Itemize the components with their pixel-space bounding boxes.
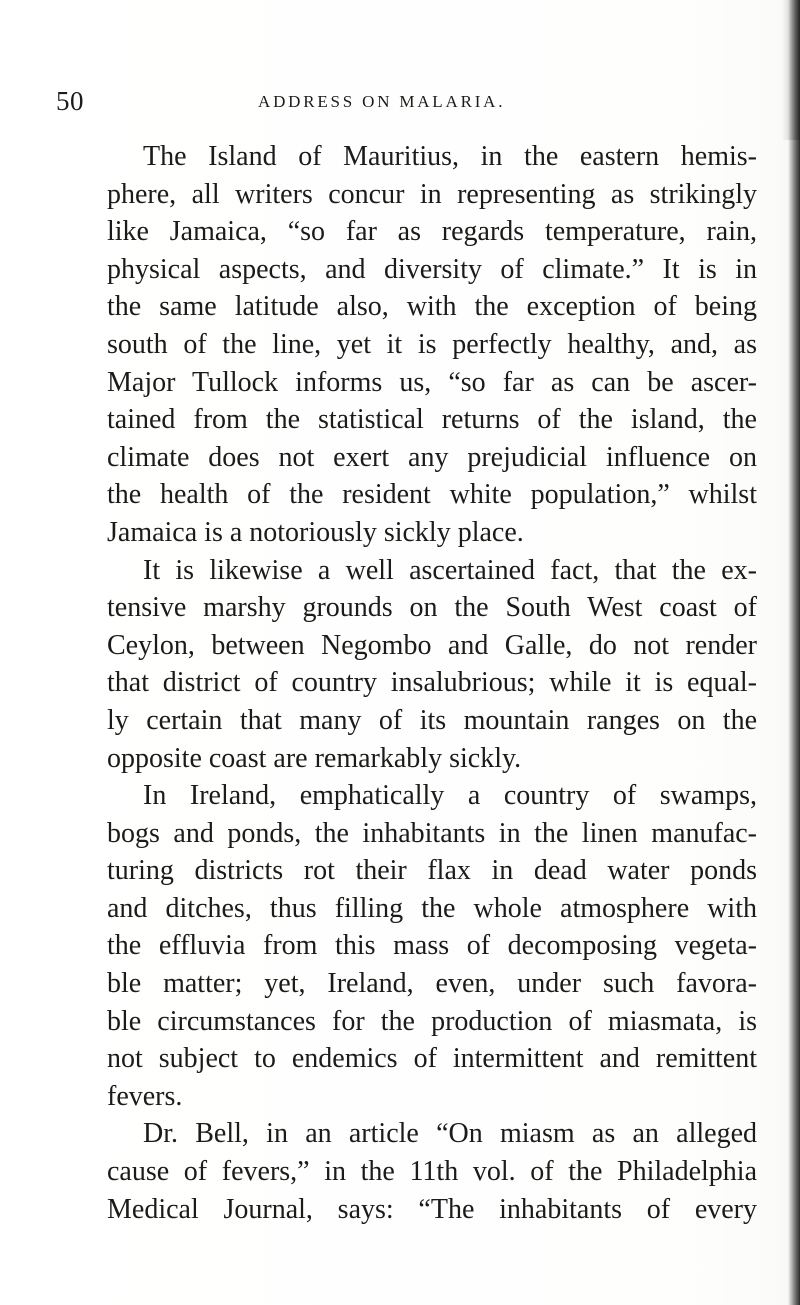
text-line: turing districts rot their flax in dead water ponds (107, 855, 757, 887)
text-line: It is likewise a well ascertained fact, that the ex- (143, 554, 757, 586)
text-line: physical aspects, and diversity of climate.” It is in (107, 253, 757, 285)
text-line: Medical Journal, says: “The inhabitants of every (107, 1193, 757, 1225)
paragraph-mauritius (107, 138, 757, 552)
text-line: bogs and ponds, the inhabitants in the linen manufac- (107, 817, 757, 849)
page-number: 50 (56, 86, 84, 116)
text-line: climate does not exert any prejudicial influence on (107, 441, 757, 473)
text-line: that district of country insalubrious; while it is equal- (107, 667, 757, 699)
text-line: ble matter; yet, Ireland, even, under such favora- (107, 968, 757, 1000)
text-line: tained from the statistical returns of the island, the (107, 404, 757, 436)
text-line: ble circumstances for the production of miasmata, is (107, 1005, 757, 1037)
text-line: In Ireland, emphatically a country of swamps, (143, 780, 757, 812)
text-line: tensive marshy grounds on the South West coast of (107, 592, 757, 624)
text-line: the same latitude also, with the exception of being (107, 291, 757, 323)
body-text (107, 138, 757, 1228)
text-line: and ditches, thus filling the whole atmosphere with (107, 892, 757, 924)
text-line: not subject to endemics of intermittent and remittent (107, 1043, 757, 1075)
text-line: the health of the resident white population,” whilst (107, 479, 757, 511)
paragraph-ceylon (107, 552, 757, 778)
text-line: fevers. (107, 1080, 183, 1112)
text-line: cause of fevers,” in the 11th vol. of the Philadelphia (107, 1156, 757, 1188)
text-line: ly certain that many of its mountain ranges on the (107, 704, 757, 736)
text-line: phere, all writers concur in representing as strikingly (107, 178, 757, 210)
text-line: the effluvia from this mass of decomposing vegeta- (107, 930, 757, 962)
running-head (0, 86, 800, 116)
page-edge-shadow (788, 0, 800, 1305)
text-line: south of the line, yet it is perfectly healthy, and, as (107, 328, 757, 360)
paragraph-ireland (107, 777, 757, 1115)
paragraph-dr-bell (107, 1115, 757, 1228)
running-head-title: ADDRESS ON MALARIA. (258, 92, 506, 111)
text-line: like Jamaica, “so far as regards temperature, rain, (107, 216, 757, 248)
text-line: Jamaica is a notoriously sickly place. (107, 516, 524, 548)
text-line: Ceylon, between Negombo and Galle, do not render (107, 629, 757, 661)
text-line: Dr. Bell, in an article “On miasm as an alleged (143, 1118, 757, 1150)
text-line: The Island of Mauritius, in the eastern hemis- (143, 141, 757, 172)
text-line: Major Tullock informs us, “so far as can be ascer- (107, 366, 757, 398)
text-line: opposite coast are remarkably sickly. (107, 742, 522, 774)
